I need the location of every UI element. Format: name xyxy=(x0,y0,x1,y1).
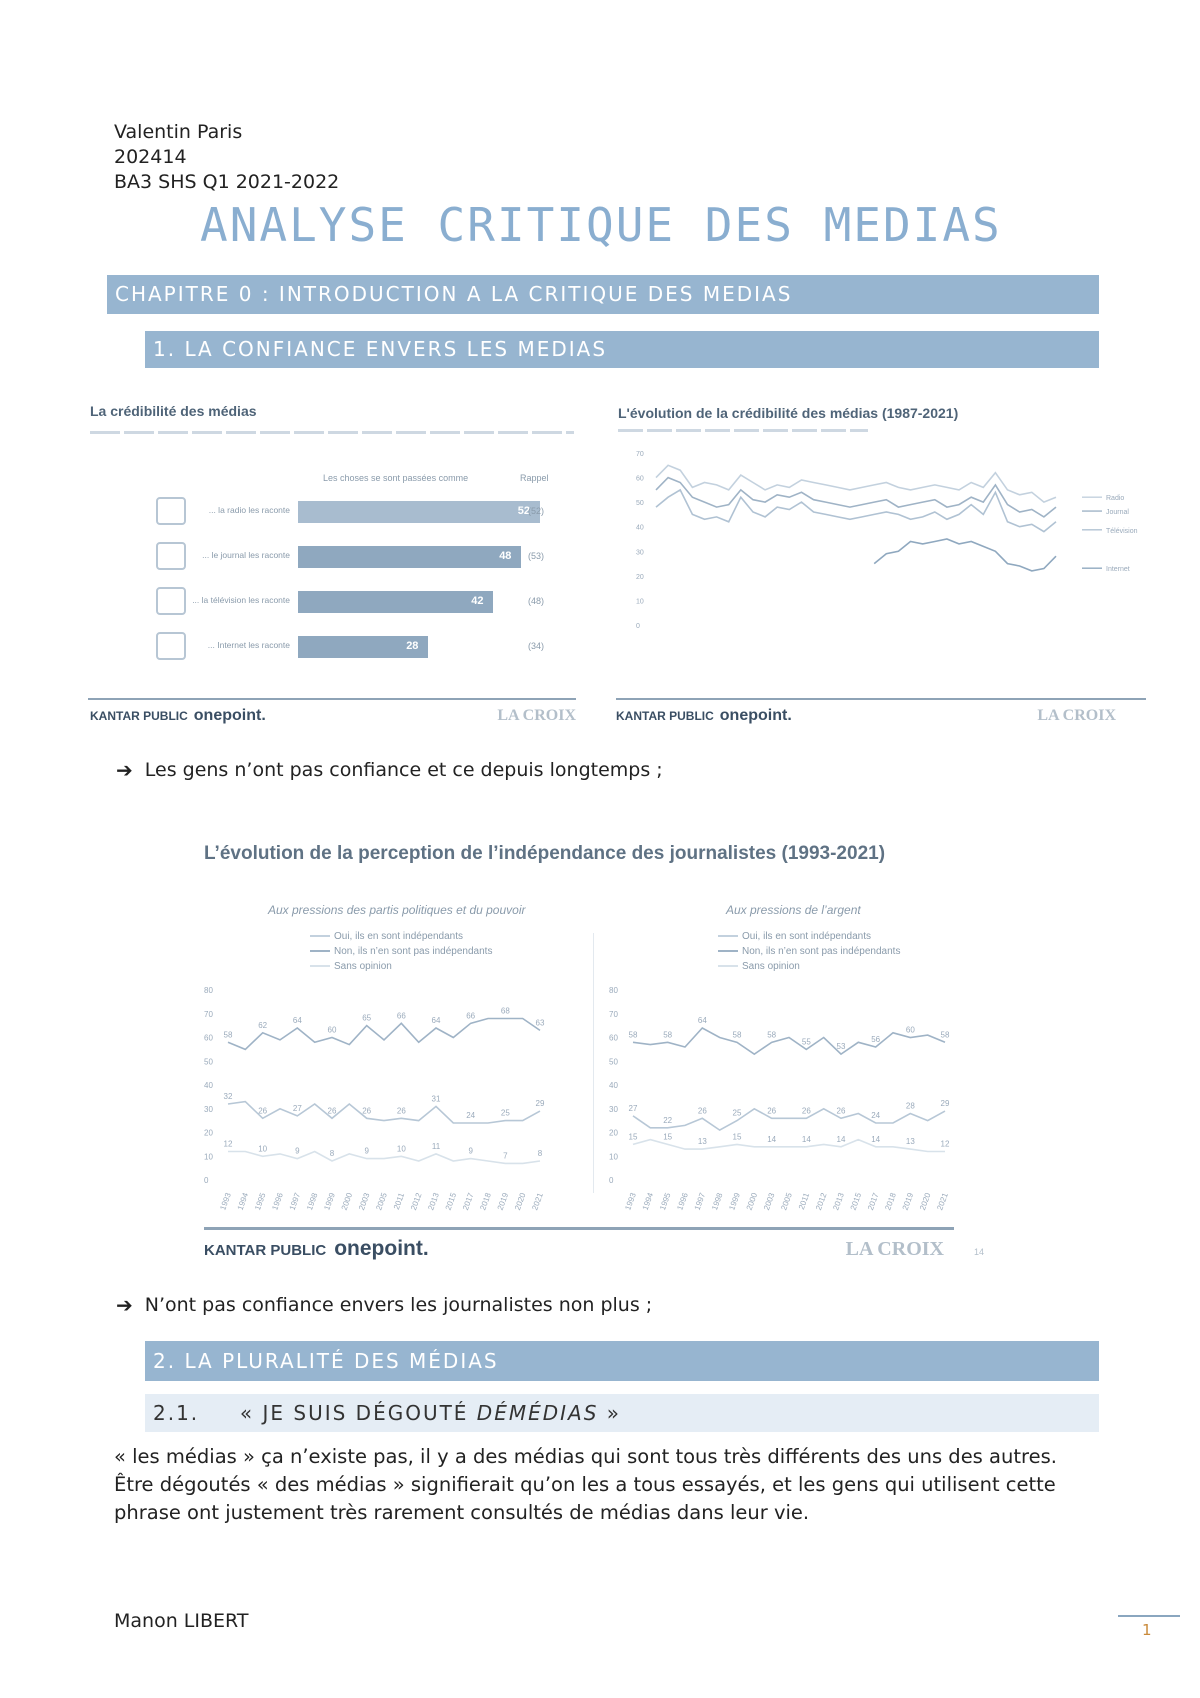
y-tick-label: 10 xyxy=(204,1152,213,1162)
bar-value: 52 xyxy=(517,505,531,517)
legend-item: Non, ils n’en sont pas indépendants xyxy=(718,944,900,959)
bullet-text-2: N’ont pas confiance envers les journalistes non plus ; xyxy=(144,1294,653,1316)
data-label: 58 xyxy=(663,1030,673,1040)
figure3-right-legend xyxy=(718,929,900,974)
x-tick-label: 2021 xyxy=(530,1191,545,1212)
data-label: 22 xyxy=(663,1115,673,1125)
legend-label: Internet xyxy=(1106,566,1130,574)
data-label: 10 xyxy=(396,1144,406,1154)
data-label: 9 xyxy=(468,1146,473,1156)
y-tick-label: 30 xyxy=(609,1104,618,1114)
bar-label: ... Internet les raconte xyxy=(207,640,290,650)
data-label: 66 xyxy=(396,1011,406,1021)
bullet-point-2 xyxy=(116,1293,652,1317)
data-label: 56 xyxy=(871,1035,881,1044)
data-label: 26 xyxy=(801,1106,811,1116)
legend-label: Journal xyxy=(1106,509,1129,517)
subsection-title-start: « JE SUIS DÉGOUTÉ xyxy=(239,1401,477,1425)
x-tick-label: 2011 xyxy=(796,1191,812,1211)
data-label: 32 xyxy=(223,1092,233,1101)
data-label: 27 xyxy=(628,1103,638,1113)
y-tick-label: 0 xyxy=(636,623,640,630)
radio-icon xyxy=(156,497,186,525)
y-tick-label: 30 xyxy=(636,549,644,557)
data-label: 15 xyxy=(663,1132,673,1142)
series-line xyxy=(633,1109,945,1130)
x-tick-label: 2013 xyxy=(831,1191,846,1212)
recall-value: (48) xyxy=(528,596,545,606)
x-tick-label: 1999 xyxy=(322,1191,337,1212)
data-label: 68 xyxy=(500,1006,510,1016)
independence-figure xyxy=(200,835,990,1265)
author-name: Valentin Paris xyxy=(114,121,243,143)
footer-name: Manon LIBERT xyxy=(114,1610,249,1632)
data-label: 63 xyxy=(535,1018,545,1028)
y-tick-label: 50 xyxy=(609,1057,618,1067)
legend-item: Oui, ils en sont indépendants xyxy=(310,929,492,944)
newspaper-icon xyxy=(156,542,186,570)
y-tick-label: 0 xyxy=(204,1176,209,1185)
figure2-chart xyxy=(616,445,1146,675)
data-label: 8 xyxy=(329,1149,335,1158)
data-label: 29 xyxy=(535,1099,545,1109)
data-label: 26 xyxy=(327,1106,337,1116)
x-tick-label: 2005 xyxy=(779,1191,794,1212)
x-tick-label: 2003 xyxy=(357,1191,372,1212)
x-tick-label: 1997 xyxy=(287,1191,303,1212)
data-label: 60 xyxy=(905,1025,915,1035)
lacroix-logo: LA CROIX xyxy=(1037,707,1116,724)
series-line xyxy=(228,1152,540,1164)
series-line xyxy=(228,1102,540,1123)
y-tick-label: 50 xyxy=(636,500,644,508)
figure3-right-subtitle: Aux pressions de l’argent xyxy=(726,903,861,917)
data-label: 13 xyxy=(697,1137,707,1147)
bar-label: ... la télévision les raconte xyxy=(192,595,290,605)
bar xyxy=(298,501,540,523)
x-tick-label: 1995 xyxy=(658,1191,673,1212)
kantar-logo: KANTAR PUBLIC xyxy=(204,1242,327,1259)
data-label: 14 xyxy=(801,1134,811,1144)
x-tick-label: 2020 xyxy=(918,1191,933,1212)
figure3-left-chart xyxy=(200,980,590,1230)
page-number-rule xyxy=(1118,1615,1180,1617)
data-label: 15 xyxy=(732,1132,742,1142)
x-tick-label: 1995 xyxy=(253,1191,268,1212)
data-label: 28 xyxy=(905,1101,915,1111)
student-id: 202414 xyxy=(114,146,187,168)
legend-item: Sans opinion xyxy=(310,959,492,974)
y-tick-label: 10 xyxy=(636,598,644,606)
bar-label: ... la radio les raconte xyxy=(208,505,290,515)
x-tick-label: 1996 xyxy=(675,1191,690,1212)
onepoint-logo: onepoint. xyxy=(193,707,266,724)
x-tick-label: 2018 xyxy=(478,1191,493,1212)
x-tick-label: 2018 xyxy=(883,1191,898,1212)
chapter-heading: CHAPITRE 0 : INTRODUCTION A LA CRITIQUE DES MEDIAS xyxy=(107,275,1099,314)
credibility-evolution-figure xyxy=(616,395,1146,735)
y-tick-label: 60 xyxy=(636,475,644,483)
y-tick-label: 40 xyxy=(636,524,644,532)
data-label: 26 xyxy=(362,1106,372,1116)
y-tick-label: 70 xyxy=(204,1009,213,1019)
data-label: 66 xyxy=(466,1011,476,1021)
legend-label: Radio xyxy=(1106,495,1125,503)
data-label: 53 xyxy=(836,1042,846,1052)
x-tick-label: 1993 xyxy=(623,1191,638,1212)
data-label: 58 xyxy=(732,1030,742,1040)
data-label: 64 xyxy=(697,1016,707,1025)
subsection-number: 2.1. xyxy=(153,1401,200,1425)
data-label: 58 xyxy=(628,1030,638,1040)
figure3-separator xyxy=(204,1227,954,1230)
x-tick-label: 2015 xyxy=(848,1191,864,1212)
y-tick-label: 40 xyxy=(204,1081,213,1090)
figure2-logos xyxy=(616,707,1116,725)
section-heading-2: 2. LA PLURALITÉ DES MÉDIAS xyxy=(145,1341,1099,1381)
data-label: 10 xyxy=(258,1144,268,1154)
x-tick-label: 1998 xyxy=(710,1191,725,1212)
document-title: ANALYSE CRITIQUE DES MEDIAS xyxy=(200,198,1002,252)
series-line xyxy=(633,1140,945,1152)
lacroix-logo: LA CROIX xyxy=(845,1238,944,1260)
data-label: 64 xyxy=(431,1016,441,1025)
figure2-title: L'évolution de la crédibilité des médias (1987-2021) xyxy=(618,405,959,421)
data-label: 25 xyxy=(732,1108,742,1118)
recall-value: (52) xyxy=(528,506,545,516)
data-label: 58 xyxy=(767,1030,777,1040)
series-line xyxy=(656,478,1056,517)
figure1-column-header: Les choses se sont passées comme xyxy=(323,473,469,483)
lacroix-logo: LA CROIX xyxy=(497,707,576,724)
figure1-logos xyxy=(90,707,576,725)
data-label: 58 xyxy=(940,1030,950,1040)
data-label: 29 xyxy=(940,1099,950,1109)
series-line xyxy=(656,490,1056,532)
figure3-page-ref: 14 xyxy=(973,1247,984,1257)
bar xyxy=(298,546,521,568)
bullet-text-1: Les gens n’ont pas confiance et ce depuis longtemps ; xyxy=(144,759,663,781)
x-tick-label: 2020 xyxy=(513,1191,528,1212)
x-tick-label: 2017 xyxy=(866,1191,881,1212)
series-line xyxy=(228,1019,540,1050)
data-label: 58 xyxy=(223,1030,233,1040)
x-tick-label: 1999 xyxy=(727,1191,742,1212)
figure3-divider xyxy=(593,933,594,1193)
x-tick-label: 1994 xyxy=(640,1191,656,1212)
y-tick-label: 60 xyxy=(609,1033,618,1043)
subsection-heading xyxy=(145,1394,1099,1432)
x-tick-label: 1993 xyxy=(218,1191,233,1212)
page-number: 1 xyxy=(1142,1621,1152,1639)
subsection-title-italic: DÉMÉDIAS xyxy=(476,1401,599,1425)
x-tick-label: 2003 xyxy=(762,1191,777,1212)
bar-value: 42 xyxy=(471,595,484,607)
data-label: 26 xyxy=(396,1106,406,1116)
figure2-separator xyxy=(616,698,1146,700)
data-label: 26 xyxy=(767,1106,777,1116)
y-tick-label: 80 xyxy=(204,986,213,995)
y-tick-label: 70 xyxy=(609,1009,618,1019)
y-tick-label: 20 xyxy=(636,573,644,581)
course-info: BA3 SHS Q1 2021-2022 xyxy=(114,171,340,193)
data-label: 14 xyxy=(836,1134,846,1144)
y-tick-label: 10 xyxy=(609,1152,618,1162)
y-tick-label: 20 xyxy=(204,1128,213,1138)
figure2-subtitle-line xyxy=(618,429,868,432)
x-tick-label: 2017 xyxy=(461,1191,476,1212)
figure1-separator xyxy=(88,698,576,700)
data-label: 55 xyxy=(801,1037,811,1047)
data-label: 24 xyxy=(466,1111,476,1120)
y-tick-label: 60 xyxy=(204,1033,213,1043)
figure3-logos xyxy=(204,1237,984,1261)
series-line xyxy=(633,1025,945,1054)
figure3-left-legend xyxy=(310,929,492,974)
tv-icon xyxy=(156,587,186,615)
x-tick-label: 1998 xyxy=(305,1191,320,1212)
bar-value: 28 xyxy=(406,640,419,652)
x-tick-label: 2021 xyxy=(935,1191,950,1212)
bar-value: 48 xyxy=(499,550,512,562)
recall-value: (53) xyxy=(528,551,545,561)
credibility-figure xyxy=(88,395,578,735)
figure1-title: La crédibilité des médias xyxy=(90,403,257,419)
body-paragraph: « les médias » ça n’existe pas, il y a des médias qui sont tous très différents des uns des autres. Être dégoutés « des médias » signifierait qu’on les a tous essayés, et les gens qui utilisent cette phrase ont justement très rarement consultés de médias dans leur vie. xyxy=(114,1445,1057,1524)
data-label: 24 xyxy=(871,1111,881,1120)
data-label: 9 xyxy=(295,1146,300,1156)
x-tick-label: 1996 xyxy=(270,1191,285,1212)
bar-label: ... le journal les raconte xyxy=(202,550,290,560)
section-heading-1: 1. LA CONFIANCE ENVERS LES MEDIAS xyxy=(145,331,1099,368)
series-line xyxy=(874,539,1056,571)
x-tick-label: 1997 xyxy=(692,1191,708,1212)
computer-icon xyxy=(156,632,186,660)
kantar-logo: KANTAR PUBLIC xyxy=(616,709,714,723)
data-label: 26 xyxy=(258,1106,268,1116)
x-tick-label: 1994 xyxy=(235,1191,251,1212)
x-tick-label: 2005 xyxy=(374,1191,389,1212)
y-tick-label: 80 xyxy=(609,986,618,995)
data-label: 65 xyxy=(362,1013,372,1023)
arrow-right-icon: ➔ xyxy=(116,1293,133,1317)
x-tick-label: 2000 xyxy=(744,1191,760,1212)
data-label: 12 xyxy=(940,1139,950,1149)
kantar-logo: KANTAR PUBLIC xyxy=(90,709,188,723)
data-label: 7 xyxy=(503,1151,508,1161)
data-label: 31 xyxy=(431,1094,441,1104)
data-label: 15 xyxy=(628,1132,638,1142)
recall-value: (34) xyxy=(528,641,545,651)
data-label: 25 xyxy=(500,1108,510,1118)
onepoint-logo: onepoint. xyxy=(719,707,792,724)
y-tick-label: 70 xyxy=(636,451,644,458)
bar xyxy=(298,591,493,613)
y-tick-label: 40 xyxy=(609,1081,618,1090)
figure1-column-header-right: Rappel xyxy=(520,473,549,483)
x-tick-label: 2019 xyxy=(900,1191,916,1212)
y-tick-label: 30 xyxy=(204,1104,213,1114)
data-label: 27 xyxy=(292,1103,302,1113)
data-label: 9 xyxy=(364,1146,369,1156)
x-tick-label: 2012 xyxy=(814,1191,829,1212)
data-label: 26 xyxy=(697,1106,707,1116)
legend-label: Télévision xyxy=(1106,527,1138,535)
data-label: 13 xyxy=(905,1137,915,1147)
data-label: 64 xyxy=(292,1016,302,1025)
data-label: 11 xyxy=(431,1141,441,1151)
arrow-right-icon: ➔ xyxy=(116,758,133,782)
onepoint-logo: onepoint. xyxy=(334,1237,429,1260)
x-tick-label: 2000 xyxy=(339,1191,355,1212)
data-label: 26 xyxy=(836,1106,846,1116)
figure1-subtitle-line xyxy=(90,431,574,434)
x-tick-label: 2019 xyxy=(495,1191,511,1212)
figure3-title: L’évolution de la perception de l’indépendance des journalistes (1993-2021) xyxy=(204,843,886,864)
series-line xyxy=(656,465,1056,502)
legend-item: Sans opinion xyxy=(718,959,900,974)
figure3-right-chart xyxy=(605,980,995,1230)
data-label: 14 xyxy=(871,1134,881,1144)
x-tick-label: 2012 xyxy=(409,1191,424,1212)
y-tick-label: 0 xyxy=(609,1176,614,1185)
y-tick-label: 20 xyxy=(609,1128,618,1138)
data-label: 62 xyxy=(258,1020,268,1030)
x-tick-label: 2015 xyxy=(443,1191,459,1212)
data-label: 8 xyxy=(537,1149,543,1158)
bullet-point-1 xyxy=(116,758,663,782)
data-label: 12 xyxy=(223,1139,233,1149)
x-tick-label: 2013 xyxy=(426,1191,441,1212)
y-tick-label: 50 xyxy=(204,1057,213,1067)
x-tick-label: 2011 xyxy=(391,1191,407,1211)
legend-item: Non, ils n’en sont pas indépendants xyxy=(310,944,492,959)
legend-item: Oui, ils en sont indépendants xyxy=(718,929,900,944)
data-label: 14 xyxy=(767,1134,777,1144)
figure3-left-subtitle: Aux pressions des partis politiques et du pouvoir xyxy=(268,903,526,917)
subsection-title-end: » xyxy=(598,1401,621,1425)
data-label: 60 xyxy=(327,1025,337,1035)
